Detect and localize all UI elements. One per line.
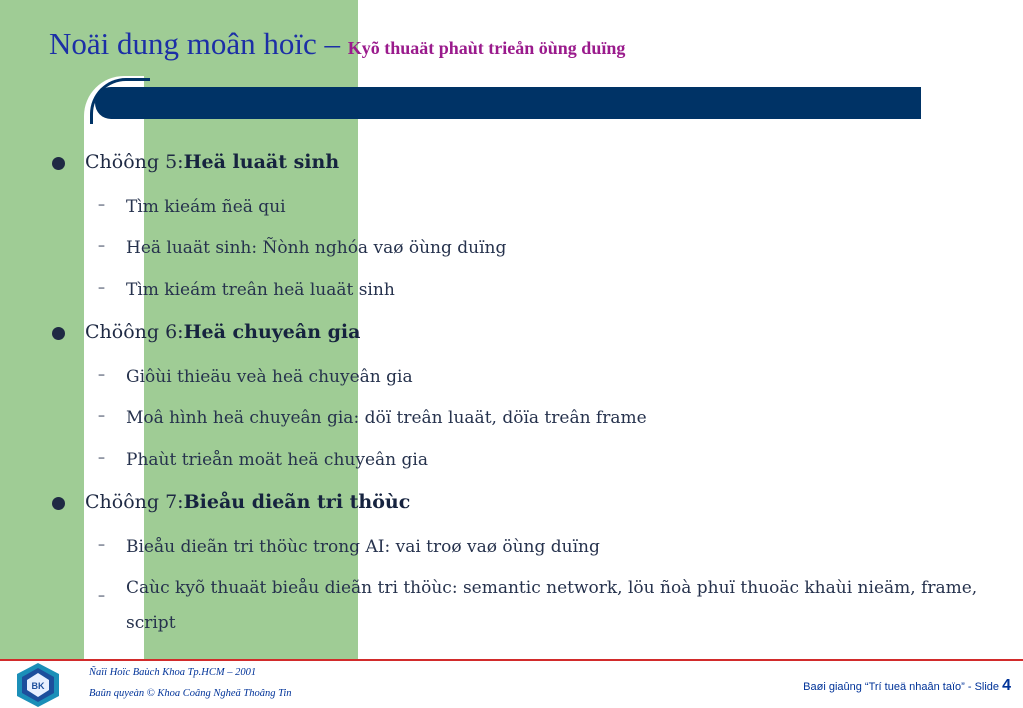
bullet-chapter-7 [85, 491, 410, 513]
chapter-topic: Heä luaät sinh [183, 151, 340, 173]
chapter-label: Chöông 6: [85, 321, 184, 343]
bk-logo-icon [14, 662, 62, 708]
dash-icon: – [98, 280, 105, 296]
sub-item [98, 450, 428, 470]
sub-item-text: Moâ hình heä chuyeân gia: döï treân luaät, döïa treân frame [126, 408, 647, 428]
sub-item [98, 367, 413, 387]
bullet-dot-icon [52, 497, 65, 510]
sub-item-text: Tìm kieám treân heä luaät sinh [126, 280, 395, 300]
sub-item-text: Phaùt trieån moät heä chuyeân gia [126, 450, 428, 470]
sub-item-text: Heä luaät sinh: Ñònh nghóa vaø öùng duïng [126, 238, 507, 258]
logo-text: BK [31, 681, 45, 691]
title-subtitle: Kyõ thuaät phaùt trieån öùng duïng [347, 38, 626, 58]
sub-item [98, 571, 1006, 641]
dash-icon: – [98, 588, 105, 604]
title-main: Noäi dung moân hoïc – [49, 26, 348, 61]
dash-icon: – [98, 197, 105, 213]
footer-university: Ñaïi Hoïc Baùch Khoa Tp.HCM – 2001 [89, 667, 257, 678]
footer-copyright: Baûn quyeàn © Khoa Coâng Ngheä Thoâng Tin [89, 688, 292, 699]
bullet-dot-icon [52, 327, 65, 340]
bullet-chapter-5 [85, 151, 339, 173]
sub-item-text: Bieåu dieãn tri thöùc trong AI: vai troø vaø öùng duïng [126, 537, 600, 557]
sub-item [98, 408, 647, 428]
sub-item [98, 537, 600, 557]
footer-slide-info [803, 677, 1011, 695]
chapter-label: Chöông 5: [85, 151, 184, 173]
sub-item [98, 197, 286, 217]
dash-icon: – [98, 408, 105, 424]
footer-rule [0, 659, 1023, 661]
slide-number: 4 [1002, 677, 1011, 694]
dash-icon: – [98, 238, 105, 254]
bullet-chapter-6 [85, 321, 360, 343]
bullet-dot-icon [52, 157, 65, 170]
sub-item-text: Caùc kyõ thuaät bieåu dieãn tri thöùc: semantic network, löu ñoà phuï thuoäc khaùi nieäm, frame, script [126, 578, 978, 633]
chapter-topic: Heä chuyeân gia [183, 321, 361, 343]
chapter-label: Chöông 7: [85, 491, 184, 513]
sub-item [98, 238, 507, 258]
sub-item-text: Giôùi thieäu veà heä chuyeân gia [126, 367, 413, 387]
dash-icon: – [98, 537, 105, 553]
dash-icon: – [98, 367, 105, 383]
chapter-topic: Bieåu dieãn tri thöùc [183, 491, 411, 513]
sub-item [98, 280, 395, 300]
footer-lecture: Baøi giaûng “Trí tueä nhaân taïo” - Slide [803, 681, 1003, 693]
sub-item-text: Tìm kieám ñeä qui [126, 197, 286, 217]
dash-icon: – [98, 450, 105, 466]
